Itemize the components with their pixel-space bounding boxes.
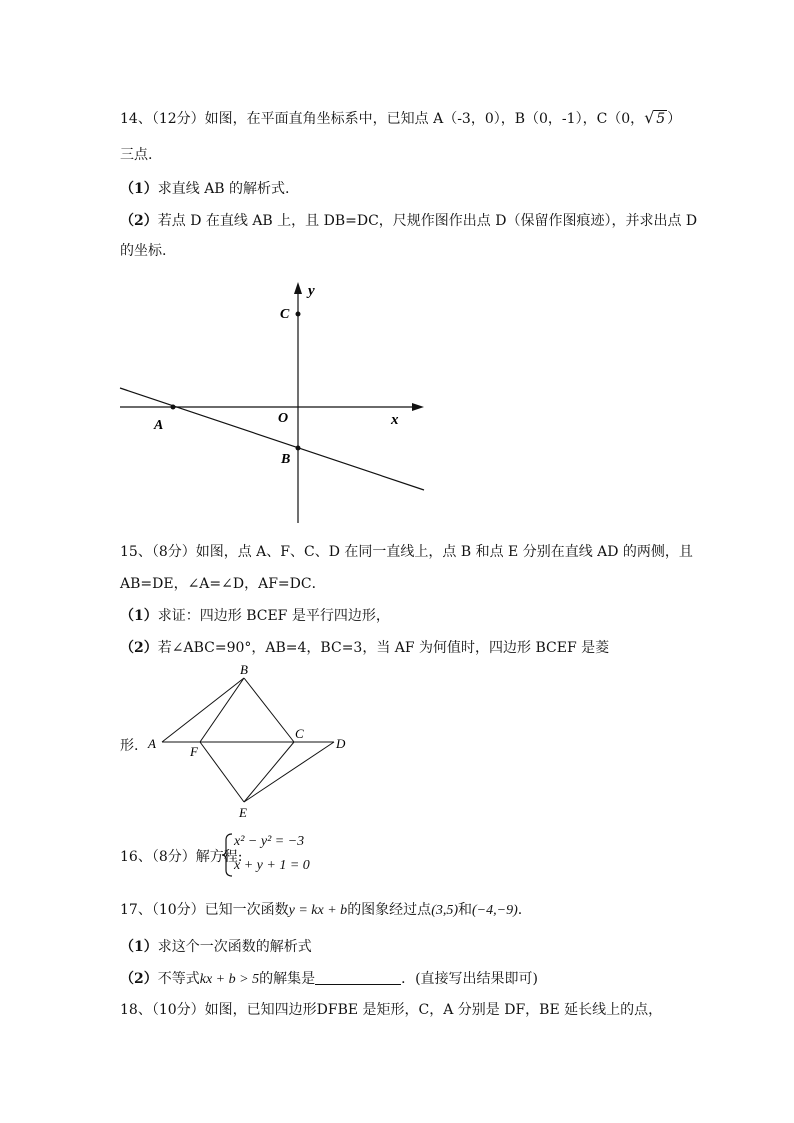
- q14-text-after-sqrt: ）: [667, 111, 682, 127]
- label-b: B: [281, 452, 291, 467]
- label-x: x: [391, 412, 399, 428]
- sqrt-5: √ 5: [644, 108, 666, 127]
- line-ab: [120, 388, 424, 490]
- q17-func: y = kx + b: [288, 903, 348, 918]
- q17-part1: （1）求这个一次函数的解析式: [120, 939, 312, 955]
- segment-ce: [244, 742, 294, 802]
- q17-line1: 17、（10分）已知一次函数y = kx + b的图象经过点(3,5)和(−4,−9).: [120, 902, 523, 918]
- q16-eq2: x + y + 1 = 0: [234, 858, 310, 873]
- point-a: [171, 405, 176, 410]
- fig-label-d: D: [336, 736, 346, 751]
- fig-label-b: B: [240, 662, 248, 677]
- q14-part1: （1）求直线 AB 的解析式.: [120, 181, 290, 197]
- q16-prefix: 16、（8分）解方程:: [120, 849, 243, 865]
- fig-label-e: E: [239, 805, 247, 820]
- label-o: O: [278, 411, 289, 426]
- fig-label-f: F: [190, 744, 198, 759]
- q15-line1: 15、（8分）如图，点 A、F、C、D 在同一直线上，点 B 和点 E 分别在直线 AD 的两侧，且: [120, 544, 693, 560]
- q17-part2: （2）不等式kx + b > 5的解集是 ．(直接写出结果即可): [120, 971, 539, 987]
- segment-ab: [162, 678, 244, 742]
- q15-part2-tail: 形.: [120, 738, 139, 754]
- q15-part1: （1）求证：四边形 BCEF 是平行四边形，: [120, 608, 390, 624]
- label-a: A: [154, 418, 164, 433]
- q14-part2-cont: 的坐标.: [120, 243, 167, 259]
- q17-point1: (3,5): [431, 903, 459, 918]
- fig-label-c: C: [295, 726, 304, 741]
- q14-coordinate-graph: [110, 280, 440, 530]
- q15-figure: [140, 660, 360, 820]
- y-axis-arrow: [294, 282, 302, 294]
- q14-line2: 三点.: [120, 147, 153, 163]
- q15-part2: （2）若∠ABC=90°，AB=4，BC=3，当 AF 为何值时，四边形 BCEF 是菱: [120, 640, 610, 656]
- segment-de: [244, 742, 334, 802]
- q16-eq1: x² − y² = −3: [234, 834, 305, 849]
- q14-line1: [120, 108, 681, 128]
- label-y: y: [308, 283, 315, 299]
- answer-blank[interactable]: [315, 970, 401, 985]
- segment-fe: [200, 742, 244, 802]
- label-c: C: [280, 307, 290, 322]
- point-b: [296, 446, 301, 451]
- point-c: [296, 312, 301, 317]
- q14-text-before-sqrt: 14、（12分）如图，在平面直角坐标系中，已知点 A（-3，0），B（0，-1），C（0，: [120, 111, 645, 127]
- segment-bc: [244, 678, 294, 742]
- fig-label-a: A: [148, 736, 156, 751]
- q18-line1: 18、（10分）如图，已知四边形DFBE 是矩形，C，A 分别是 DF，BE 延长线上的点，: [120, 1002, 663, 1018]
- q17-inequality: kx + b > 5: [199, 972, 260, 987]
- x-axis-arrow: [412, 403, 424, 411]
- segment-bf: [200, 678, 244, 742]
- q15-line2: AB=DE，∠A=∠D，AF=DC．: [120, 576, 326, 592]
- q14-part2: （2）若点 D 在直线 AB 上，且 DB=DC，尺规作图作出点 D（保留作图痕迹），并求出点 D: [120, 213, 698, 229]
- q17-point2: (−4,−9): [472, 903, 518, 918]
